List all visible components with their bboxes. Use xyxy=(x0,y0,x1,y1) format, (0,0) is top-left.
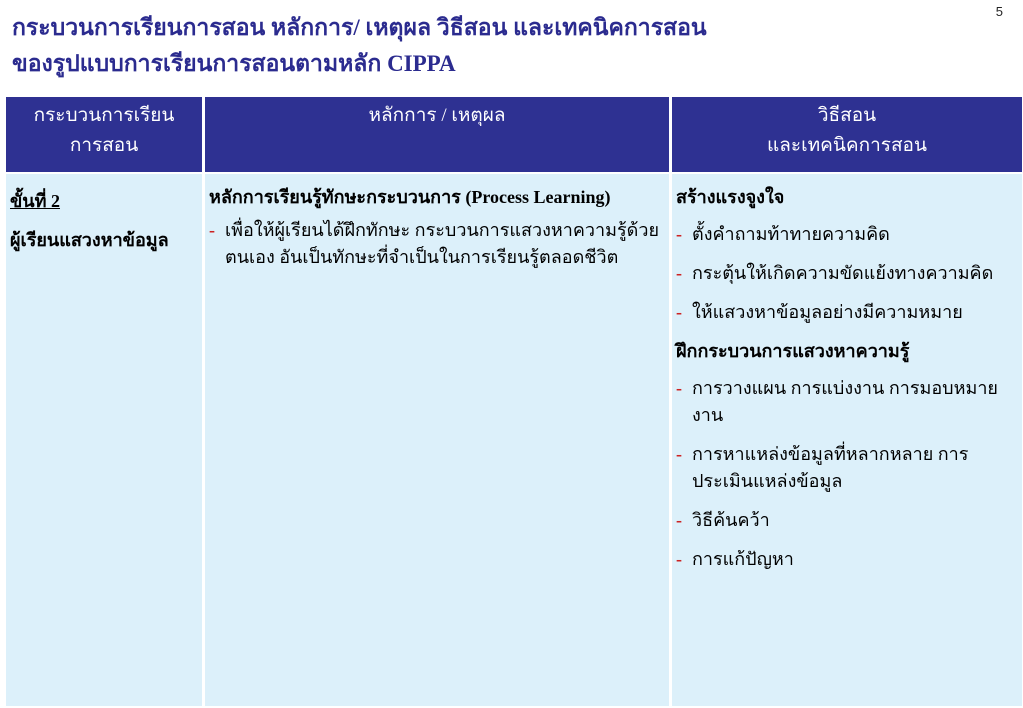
header-principle-text: หลักการ / เหตุผล xyxy=(368,105,506,126)
list-item xyxy=(676,375,1018,429)
method-heading-1: สร้างแรงจูงใจ xyxy=(676,187,785,207)
cell-process xyxy=(6,174,202,706)
header-method-line-2: และเทคนิคการสอน xyxy=(767,135,927,156)
step-name: ผู้เรียนแสวงหาข้อมูล xyxy=(10,230,169,250)
method-bullets-2 xyxy=(676,375,1018,573)
page-title xyxy=(12,10,962,82)
method-heading-2: ฝึกกระบวนการแสวงหาความรู้ xyxy=(676,341,910,361)
principle-bullet-text: เพื่อให้ผู้เรียนได้ฝึกทักษะ กระบวนการแสวงหาความรู้ด้วยตนเอง อันเป็นทักษะที่จำเป็นในการเรียนรู้ตลอดชีวิต xyxy=(225,220,660,267)
dash-bullet: - xyxy=(676,378,682,398)
list-item xyxy=(676,441,1018,495)
list-item xyxy=(676,299,1018,326)
cell-principle xyxy=(205,174,669,706)
title-line-2: ของรูปแบบการเรียนการสอนตามหลัก CIPPA xyxy=(12,51,456,76)
method-bullet-text: ให้แสวงหาข้อมูลอย่างมีความหมาย xyxy=(692,302,963,322)
principle-heading: หลักการเรียนรู้ทักษะกระบวนการ (Process Learning) xyxy=(209,187,611,207)
method-bullet-text: การวางแผน การแบ่งงาน การมอบหมายงาน xyxy=(692,378,998,425)
cippa-table xyxy=(6,97,1018,706)
method-bullet-text: การหาแหล่งข้อมูลที่หลากหลาย การประเมินแหล่งข้อมูล xyxy=(692,444,969,491)
dash-bullet: - xyxy=(676,510,682,530)
dash-bullet: - xyxy=(676,302,682,322)
header-method-line-1: วิธีสอน xyxy=(817,105,877,126)
header-method xyxy=(672,97,1022,172)
header-process xyxy=(6,97,202,172)
page-number: 5 xyxy=(995,4,1003,19)
header-principle xyxy=(205,97,669,172)
method-bullets-1 xyxy=(676,221,1018,326)
method-bullet-text: ตั้งคำถามท้าทายความคิด xyxy=(692,224,890,244)
dash-bullet: - xyxy=(676,263,682,283)
list-item xyxy=(676,260,1018,287)
dash-bullet: - xyxy=(209,220,215,240)
header-process-line-1: กระบวนการเรียน xyxy=(33,105,175,126)
header-process-line-2: การสอน xyxy=(69,135,139,156)
principle-bullets xyxy=(209,217,665,271)
cell-method xyxy=(672,174,1022,706)
list-item xyxy=(676,546,1018,573)
list-item xyxy=(676,507,1018,534)
dash-bullet: - xyxy=(676,224,682,244)
list-item xyxy=(209,217,665,271)
list-item xyxy=(676,221,1018,248)
dash-bullet: - xyxy=(676,444,682,464)
dash-bullet: - xyxy=(676,549,682,569)
method-bullet-text: กระตุ้นให้เกิดความขัดแย้งทางความคิด xyxy=(692,263,994,283)
title-line-1: กระบวนการเรียนการสอน หลักการ/ เหตุผล วิธีสอน และเทคนิคการสอน xyxy=(12,15,707,40)
method-bullet-text: วิธีค้นคว้า xyxy=(692,510,770,530)
step-label: ขั้นที่ 2 xyxy=(10,191,60,211)
method-bullet-text: การแก้ปัญหา xyxy=(692,549,794,569)
